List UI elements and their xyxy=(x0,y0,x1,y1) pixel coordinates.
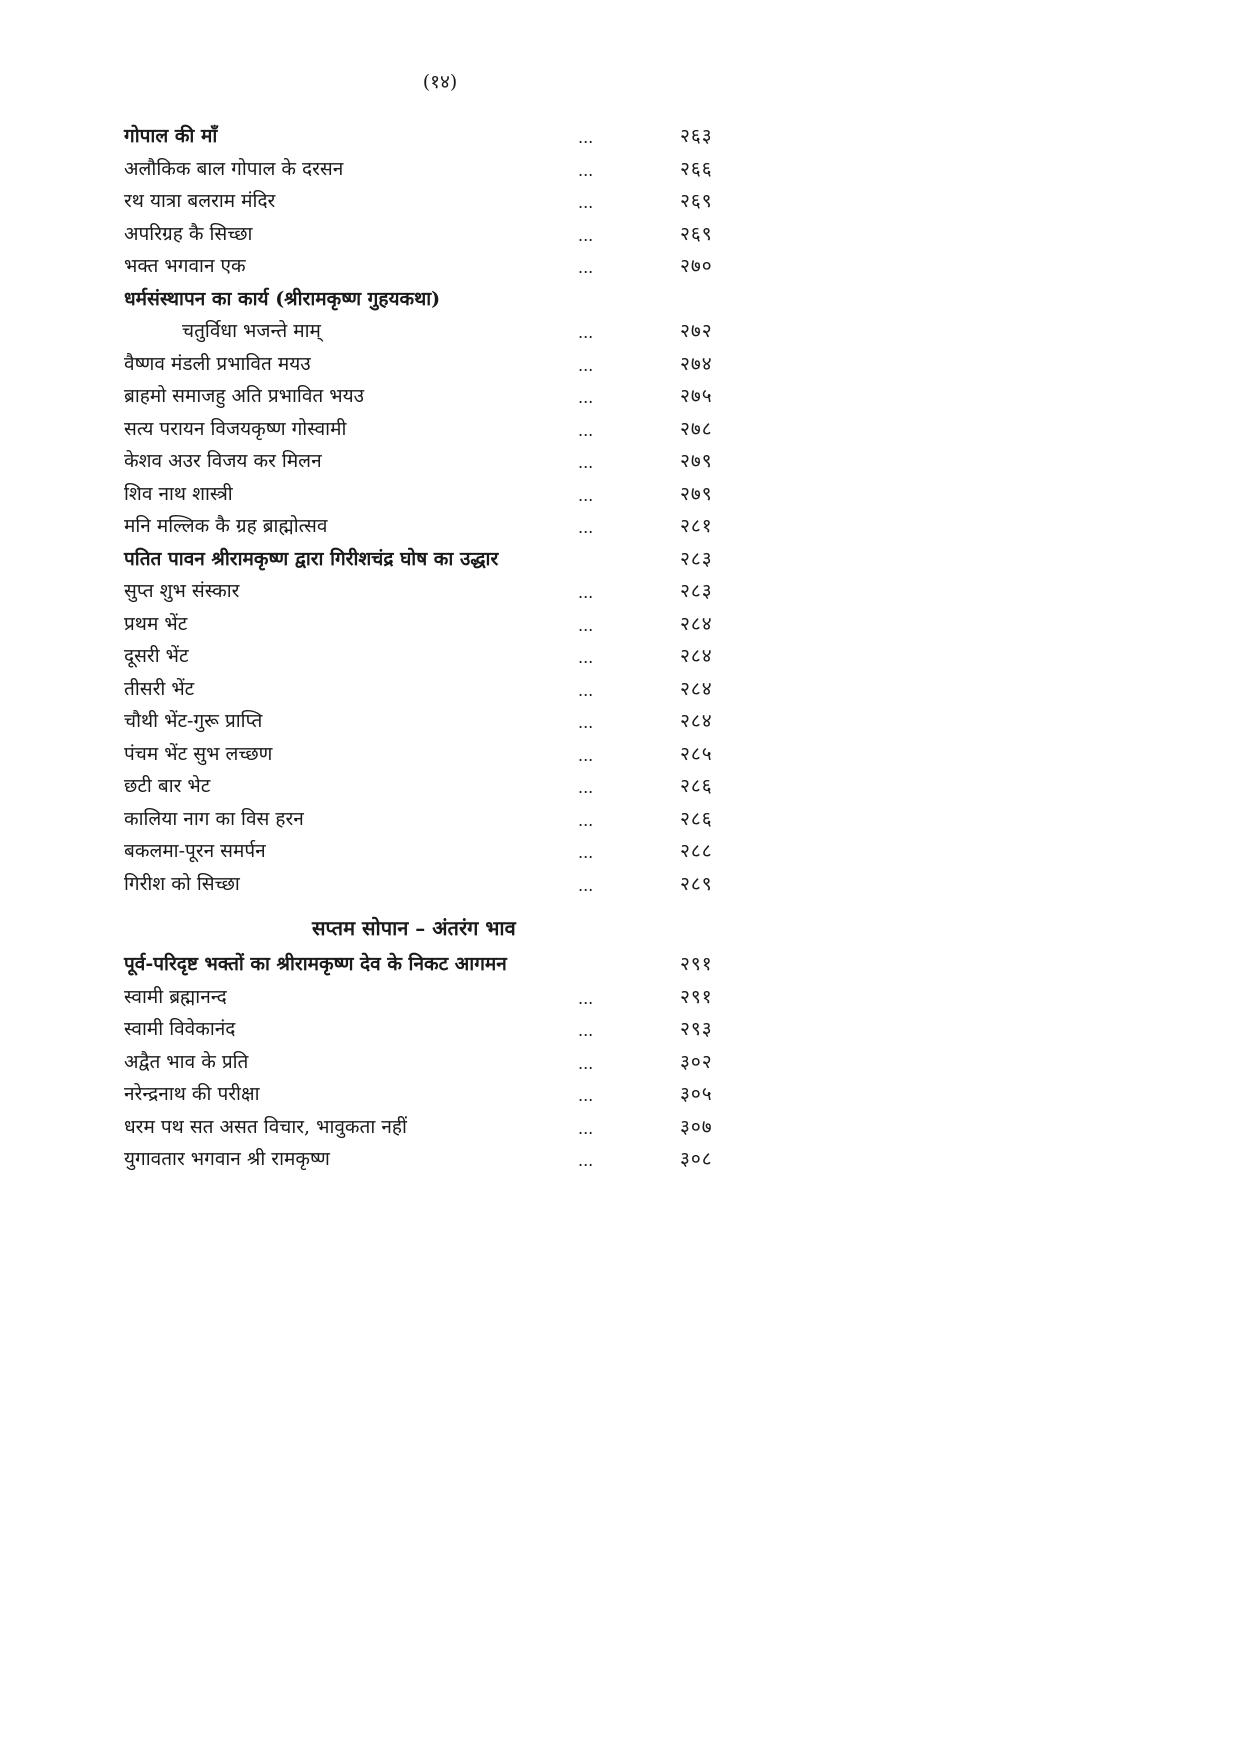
toc-entry-row xyxy=(124,981,744,1014)
page-number: (१४) xyxy=(422,71,458,93)
toc-entry-page: २६९ xyxy=(680,190,713,212)
toc-entry-title: स्वामी विवेकानंद xyxy=(124,1018,236,1040)
toc-entry-title: पंचम भेंट सुभ लच्छण xyxy=(124,742,273,765)
toc-entry-title: सुप्त शुभ संस्कार xyxy=(124,580,240,602)
toc-entry-dots: ... xyxy=(578,778,594,797)
toc-entry-dots: ... xyxy=(578,648,594,667)
toc-entry-dots: ... xyxy=(578,193,594,212)
toc-entry-title: अद्वैत भाव के प्रति xyxy=(124,1050,249,1073)
toc-entry-title: स्वामी ब्रह्मानन्द xyxy=(124,985,227,1008)
toc-entry-page: २७४ xyxy=(680,352,713,375)
toc-entry-row xyxy=(124,348,744,381)
toc-entry-dots: ... xyxy=(578,1053,594,1073)
toc-entry-row xyxy=(124,218,744,251)
toc-entry-page: २७२ xyxy=(680,320,713,342)
toc-entry-row xyxy=(124,738,744,771)
toc-entry-dots: ... xyxy=(578,843,594,862)
toc-entry-title: ब्राहमो समाजहु अति प्रभावित भयउ xyxy=(124,385,365,407)
toc-entry-row xyxy=(124,803,744,836)
toc-entry-row xyxy=(124,478,744,511)
toc-entry-dots: ... xyxy=(578,1151,594,1170)
toc-entry-row xyxy=(124,413,744,446)
toc-entry-title: शिव नाथ शास्त्री xyxy=(124,482,233,505)
toc-entry-dots: ... xyxy=(578,1021,594,1040)
toc-entry-page: २६३ xyxy=(680,125,713,147)
toc-entry-page: २७९ xyxy=(680,482,713,505)
toc-heading-row xyxy=(124,543,744,576)
toc-entry-dots: ... xyxy=(578,225,594,245)
toc-part-1 xyxy=(124,120,744,900)
toc-part-2 xyxy=(124,948,744,1176)
toc-entry-dots: ... xyxy=(578,160,594,180)
toc-entry-row xyxy=(124,640,744,673)
toc-entry-row xyxy=(124,510,744,543)
toc-entry-page: २६६ xyxy=(680,157,713,180)
toc-entry-title: पूर्व-परिदृष्ट भक्तों का श्रीरामकृष्ण देव के निकट आगमन xyxy=(124,953,507,975)
toc-entry-page: २७८ xyxy=(680,417,713,440)
toc-entry-title: सत्य परायन विजयकृष्ण गोस्वामी xyxy=(124,417,347,440)
toc-entry-dots: ... xyxy=(578,583,594,602)
toc-entry-page: २९३ xyxy=(680,1018,713,1040)
toc-entry-title: गोपाल की माँ xyxy=(124,125,218,147)
toc-entry-page: २८३ xyxy=(680,580,713,602)
toc-entry-row xyxy=(124,705,744,738)
toc-entry-page: २८९ xyxy=(680,872,713,895)
toc-entry-page: २८४ xyxy=(680,677,713,700)
toc-entry-row xyxy=(124,673,744,706)
toc-entry-dots: ... xyxy=(578,680,594,700)
toc-entry-page: २९१ xyxy=(680,985,713,1008)
toc-entry-title: अपरिग्रह कै सिच्छा xyxy=(124,222,253,245)
toc-entry-title: प्रथम भेंट xyxy=(124,612,188,635)
toc-entry-row xyxy=(124,1143,744,1176)
toc-entry-title: मनि मल्लिक कै ग्रह ब्राह्मोत्सव xyxy=(124,515,328,537)
toc-entry-dots: ... xyxy=(578,713,594,732)
toc-entry-title: रथ यात्रा बलराम मंदिर xyxy=(124,190,276,212)
toc-entry-page: २८६ xyxy=(680,775,713,797)
toc-entry-page: ३०५ xyxy=(680,1083,713,1105)
toc-heading-row xyxy=(124,948,744,981)
toc-entry-dots: ... xyxy=(578,875,594,895)
toc-entry-page: २७५ xyxy=(680,385,713,407)
toc-entry-dots: ... xyxy=(578,988,594,1008)
toc-entry-row xyxy=(124,1078,744,1111)
toc-entry-title: वैष्णव मंडली प्रभावित मयउ xyxy=(124,352,311,375)
toc-entry-title: तीसरी भेंट xyxy=(124,677,195,700)
toc-entry-title: धर्मसंस्थापन का कार्य (श्रीरामकृष्ण गुहयकथा) xyxy=(124,287,441,310)
toc-entry-title: धरम पथ सत असत विचार, भावुकता नहीं xyxy=(124,1115,407,1138)
toc-entry-page: २८१ xyxy=(680,515,713,537)
toc-entry-row xyxy=(124,1111,744,1144)
toc-entry-row xyxy=(124,835,744,868)
toc-entry-page: २८४ xyxy=(680,645,713,667)
toc-entry-dots: ... xyxy=(578,1118,594,1138)
toc-entry-row xyxy=(124,608,744,641)
toc-heading-row xyxy=(124,120,744,153)
toc-heading-row xyxy=(124,283,744,316)
toc-entry-dots: ... xyxy=(578,323,594,342)
toc-entry-row xyxy=(124,445,744,478)
toc-entry-row xyxy=(124,575,744,608)
table-of-contents xyxy=(124,120,744,1176)
toc-entry-page: २७० xyxy=(680,255,713,277)
toc-entry-dots: ... xyxy=(578,615,594,635)
toc-entry-title: चतुर्विधा भजन्ते माम् xyxy=(182,320,321,342)
toc-entry-row xyxy=(124,868,744,901)
toc-entry-title: चौथी भेंट-गुरू प्राप्ति xyxy=(124,710,263,732)
section-gap xyxy=(124,900,744,908)
toc-entry-row xyxy=(124,250,744,283)
toc-entry-title: पतित पावन श्रीरामकृष्ण द्वारा गिरीशचंद्र घोष का उद्धार xyxy=(124,547,499,570)
section-title xyxy=(124,908,744,948)
toc-entry-page: २८३ xyxy=(680,547,713,570)
section-title-text: सप्तम सोपान – अंतरंग भाव xyxy=(312,916,516,940)
toc-entry-page: २७९ xyxy=(680,450,713,472)
toc-entry-dots: ... xyxy=(578,1086,594,1105)
toc-entry-dots: ... xyxy=(578,810,594,830)
toc-entry-title: भक्त भगवान एक xyxy=(124,255,246,277)
toc-entry-row xyxy=(124,770,744,803)
toc-entry-title: छटी बार भेट xyxy=(124,775,211,797)
toc-entry-dots: ... xyxy=(578,258,594,277)
toc-entry-dots: ... xyxy=(578,745,594,765)
toc-entry-dots: ... xyxy=(578,128,594,147)
toc-entry-title: नरेन्द्रनाथ की परीक्षा xyxy=(124,1083,260,1105)
toc-entry-page: २६९ xyxy=(680,222,713,245)
toc-entry-row xyxy=(124,1013,744,1046)
toc-entry-row xyxy=(124,380,744,413)
toc-entry-title: युगावतार भगवान श्री रामकृष्ण xyxy=(124,1148,330,1170)
toc-entry-dots: ... xyxy=(578,355,594,375)
toc-entry-page: २८६ xyxy=(680,807,713,830)
toc-entry-row xyxy=(124,185,744,218)
toc-entry-title: अलौकिक बाल गोपाल के दरसन xyxy=(124,157,344,180)
toc-entry-title: दूसरी भेंट xyxy=(124,645,189,667)
toc-entry-page: २८५ xyxy=(680,742,713,765)
toc-entry-title: गिरीश को सिच्छा xyxy=(124,872,240,895)
toc-entry-page: २८४ xyxy=(680,710,713,732)
toc-entry-dots: ... xyxy=(578,518,594,537)
toc-entry-page: २८४ xyxy=(680,612,713,635)
toc-entry-row xyxy=(124,315,744,348)
toc-entry-page: ३०२ xyxy=(680,1050,713,1073)
toc-entry-dots: ... xyxy=(578,420,594,440)
toc-entry-page: २८८ xyxy=(680,840,713,862)
toc-entry-page: ३०८ xyxy=(680,1148,713,1170)
toc-entry-row xyxy=(124,153,744,186)
toc-entry-dots: ... xyxy=(578,388,594,407)
toc-entry-dots: ... xyxy=(578,485,594,505)
toc-entry-dots: ... xyxy=(578,453,594,472)
toc-entry-page: ३०७ xyxy=(680,1115,713,1138)
toc-entry-row xyxy=(124,1046,744,1079)
toc-entry-title: कालिया नाग का विस हरन xyxy=(124,807,304,830)
toc-entry-page: २९१ xyxy=(680,953,713,975)
toc-entry-title: केशव अउर विजय कर मिलन xyxy=(124,450,322,472)
toc-entry-title: बकलमा-पूरन समर्पन xyxy=(124,840,266,862)
